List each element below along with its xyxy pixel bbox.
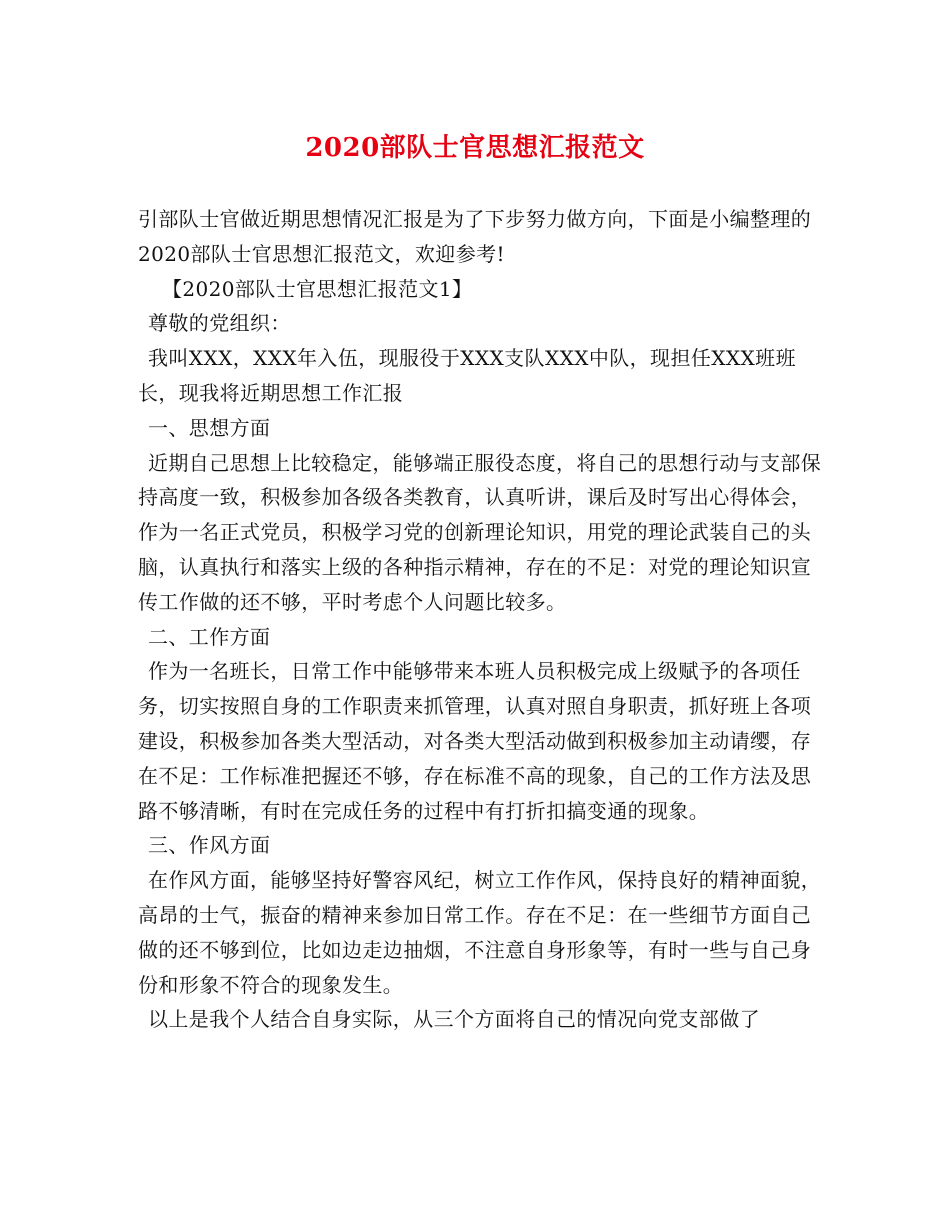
section-heading: 【2020部队士官思想汇报范文1】 bbox=[162, 276, 473, 301]
style-paragraph: 在作风方面，能够坚持好警容风纪，树立工作作风，保持良好的精神面貌，高昂的士气，振奋的精神来参加日常工作。存在不足：在一些细节方面自己做的还不够到位，比如边走边抽烟，不注意自身形象等，有时一些与自己身份和形象不符合的现象发生。 bbox=[138, 868, 822, 997]
thought-paragraph: 近期自己思想上比较稳定，能够端正服役态度，将自己的思想行动与支部保持高度一致，积极参加各级各类教育，认真听讲，课后及时写出心得体会，作为一名正式党员，积极学习党的创新理论知识，用党的理论武装自己的头脑，认真执行和落实上级的各种指示精神，存在的不足：对党的理论知识宣传工作做的还不够，平时考虑个人问题比较多。 bbox=[138, 450, 822, 614]
thought-heading: 一、思想方面 bbox=[148, 415, 271, 440]
style-heading: 三、作风方面 bbox=[148, 833, 271, 858]
document-title: 2020部队士官思想汇报范文 bbox=[305, 133, 645, 163]
self-intro-paragraph: 我叫XXX，XXX年入伍，现服役于XXX支队XXX中队，现担任XXX班班长，现我将近期思想工作汇报 bbox=[138, 346, 796, 405]
document-body bbox=[138, 202, 828, 1037]
intro-paragraph: 引部队士官做近期思想情况汇报是为了下步努力做方向，下面是小编整理的2020部队士官思想汇报范文，欢迎参考! bbox=[138, 207, 812, 266]
work-heading: 二、工作方面 bbox=[148, 624, 271, 649]
conclusion-paragraph: 以上是我个人结合自身实际，从三个方面将自己的情况向党支部做了 bbox=[148, 1007, 760, 1032]
work-paragraph: 作为一名班长，日常工作中能够带来本班人员积极完成上级赋予的各项任务，切实按照自身的工作职责来抓管理，认真对照自身职责，抓好班上各项建设，积极参加各类大型活动，对各类大型活动做到积极参加主动请缨，存在不足：工作标准把握还不够，存在标准不高的现象，自己的工作方法及思路不够清晰，有时在完成任务的过程中有打折扣搞变通的现象。 bbox=[138, 659, 812, 823]
salutation: 尊敬的党组织： bbox=[148, 311, 291, 336]
